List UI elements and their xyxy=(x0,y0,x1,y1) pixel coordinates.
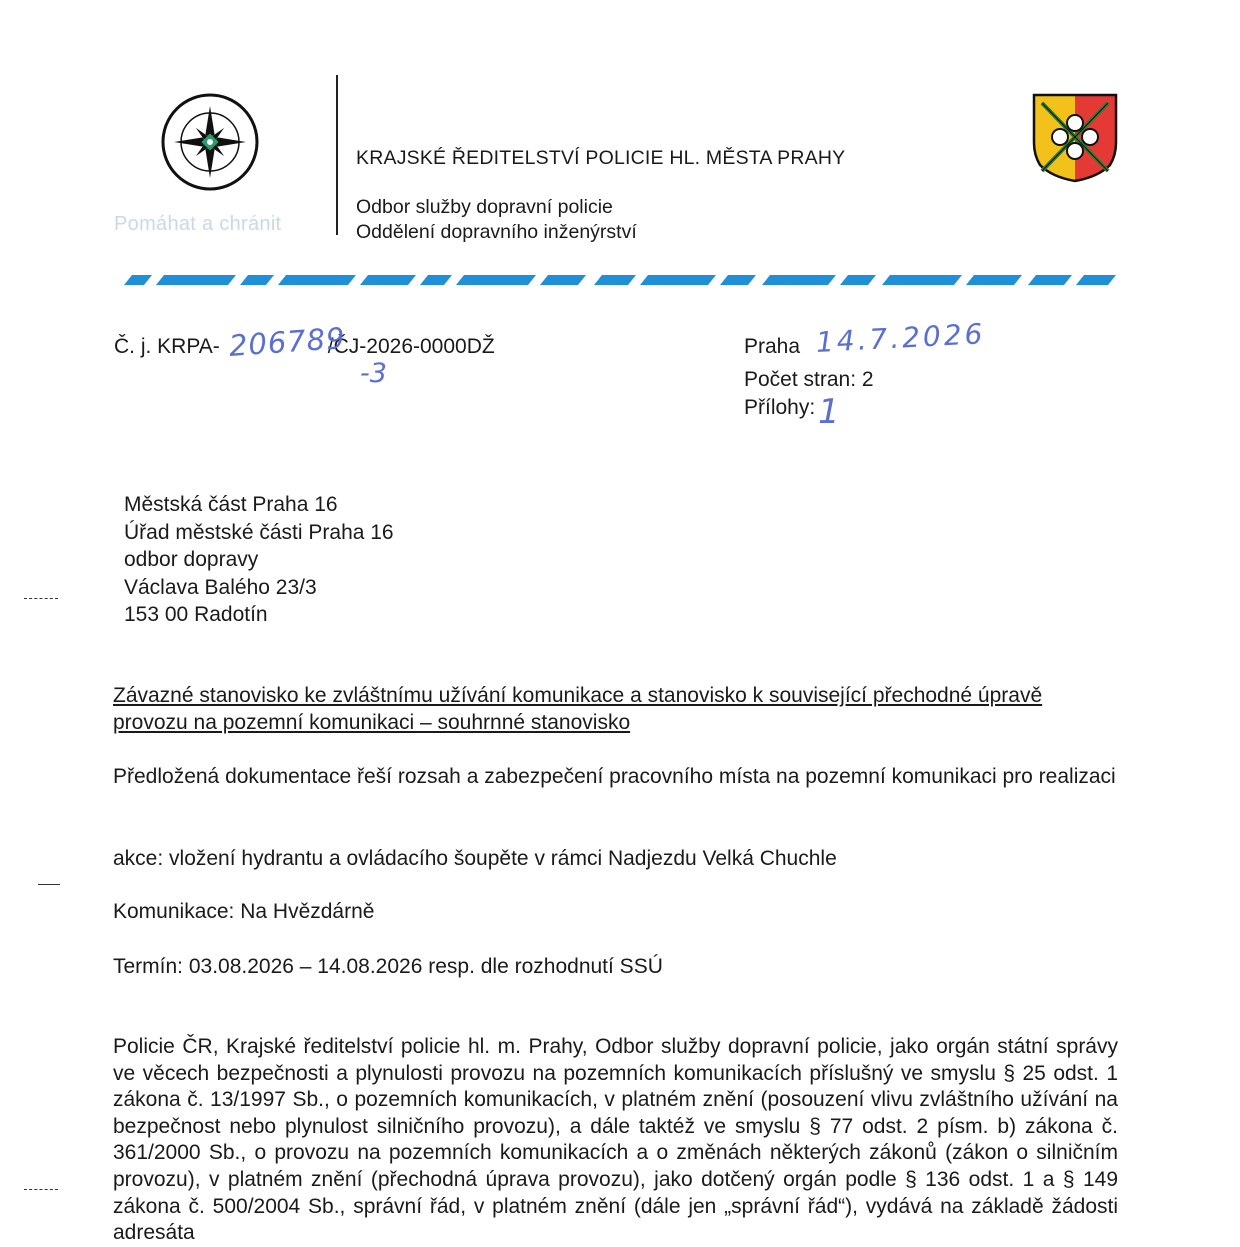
fold-mark xyxy=(24,598,58,599)
road-line: Komunikace: Na Hvězdárně xyxy=(113,900,375,923)
body-paragraph: Policie ČR, Krajské ředitelství policie hl. m. Prahy, Odbor služby dopravní policie, jako orgán státní správy ve věcech bezpečnosti a plynulosti provozu na pozemních komunikacích příslušný ve smyslu § 25 odst. 1 zákona č. 13/1997 Sb., o pozemních komunikacích, v platném znění (posouzení vlivu zvláštního užívání na bezpečnost nebo plynulost silničního provozu), a dále taktéž ve smyslu § 77 odst. 2 písm. b) zákona č. 361/2000 Sb., o provozu na pozemních komunikacích a o změnách některých zákonů (zákon o silničním provozu), v platném znění (přechodná úprava provozu), jako dotčený orgán podle § 136 odst. 1 a § 149 zákona č. 500/2004 Sb., správní řád, v platném znění (dále jen „správní řád“), vydává na základě žádosti adresáta xyxy=(113,1035,1118,1245)
recipient-line: Václava Balého 23/3 xyxy=(124,575,317,599)
section-name: Oddělení dopravního inženýrství xyxy=(356,221,637,243)
term-line: Termín: 03.08.2026 – 14.08.2026 resp. dle rozhodnutí SSÚ xyxy=(113,955,663,978)
recipient-address xyxy=(124,491,394,629)
header-divider xyxy=(336,75,338,235)
handwritten-date: 14.7.2026 xyxy=(815,317,987,359)
handwritten-reference-number: 206789 xyxy=(227,320,347,363)
reference-prefix: Č. j. KRPA- xyxy=(114,335,220,358)
prague-police-crest xyxy=(1032,93,1118,185)
page-count: Počet stran: 2 xyxy=(744,368,874,391)
police-motto: Pomáhat a chránit xyxy=(114,213,282,235)
header-band xyxy=(116,273,1118,287)
handwritten-reference-sub: -3 xyxy=(360,358,387,389)
action-line: akce: vložení hydrantu a ovládacího šoupěte v rámci Nadjezdu Velká Chuchle xyxy=(113,847,837,870)
recipient-line: Úřad městské části Praha 16 xyxy=(124,520,394,544)
recipient-line: 153 00 Radotín xyxy=(124,603,268,626)
document-subject: Závazné stanovisko ke zvláštnímu užívání komunikace a stanovisko k související přechodné úpravě provozu na pozemní komunikaci – souhrnné stanovisko xyxy=(113,684,1043,734)
punch-mark xyxy=(38,884,60,885)
intro-paragraph: Předložená dokumentace řeší rozsah a zabezpečení pracovního místa na pozemní komunikaci pro realizaci xyxy=(113,765,1116,788)
organization-title: KRAJSKÉ ŘEDITELSTVÍ POLICIE HL. MĚSTA PRAHY xyxy=(356,147,846,169)
handwritten-attachments: 1 xyxy=(818,392,840,432)
recipient-line: odbor dopravy xyxy=(124,548,259,571)
department-name: Odbor služby dopravní policie xyxy=(356,196,613,218)
place-label: Praha xyxy=(744,335,801,358)
reference-suffix: /ČJ-2026-0000DŽ xyxy=(327,335,495,358)
police-logo xyxy=(160,92,260,192)
attachments-label: Přílohy: xyxy=(744,396,816,419)
recipient-line: Městská část Praha 16 xyxy=(124,493,338,516)
fold-mark xyxy=(24,1189,58,1190)
